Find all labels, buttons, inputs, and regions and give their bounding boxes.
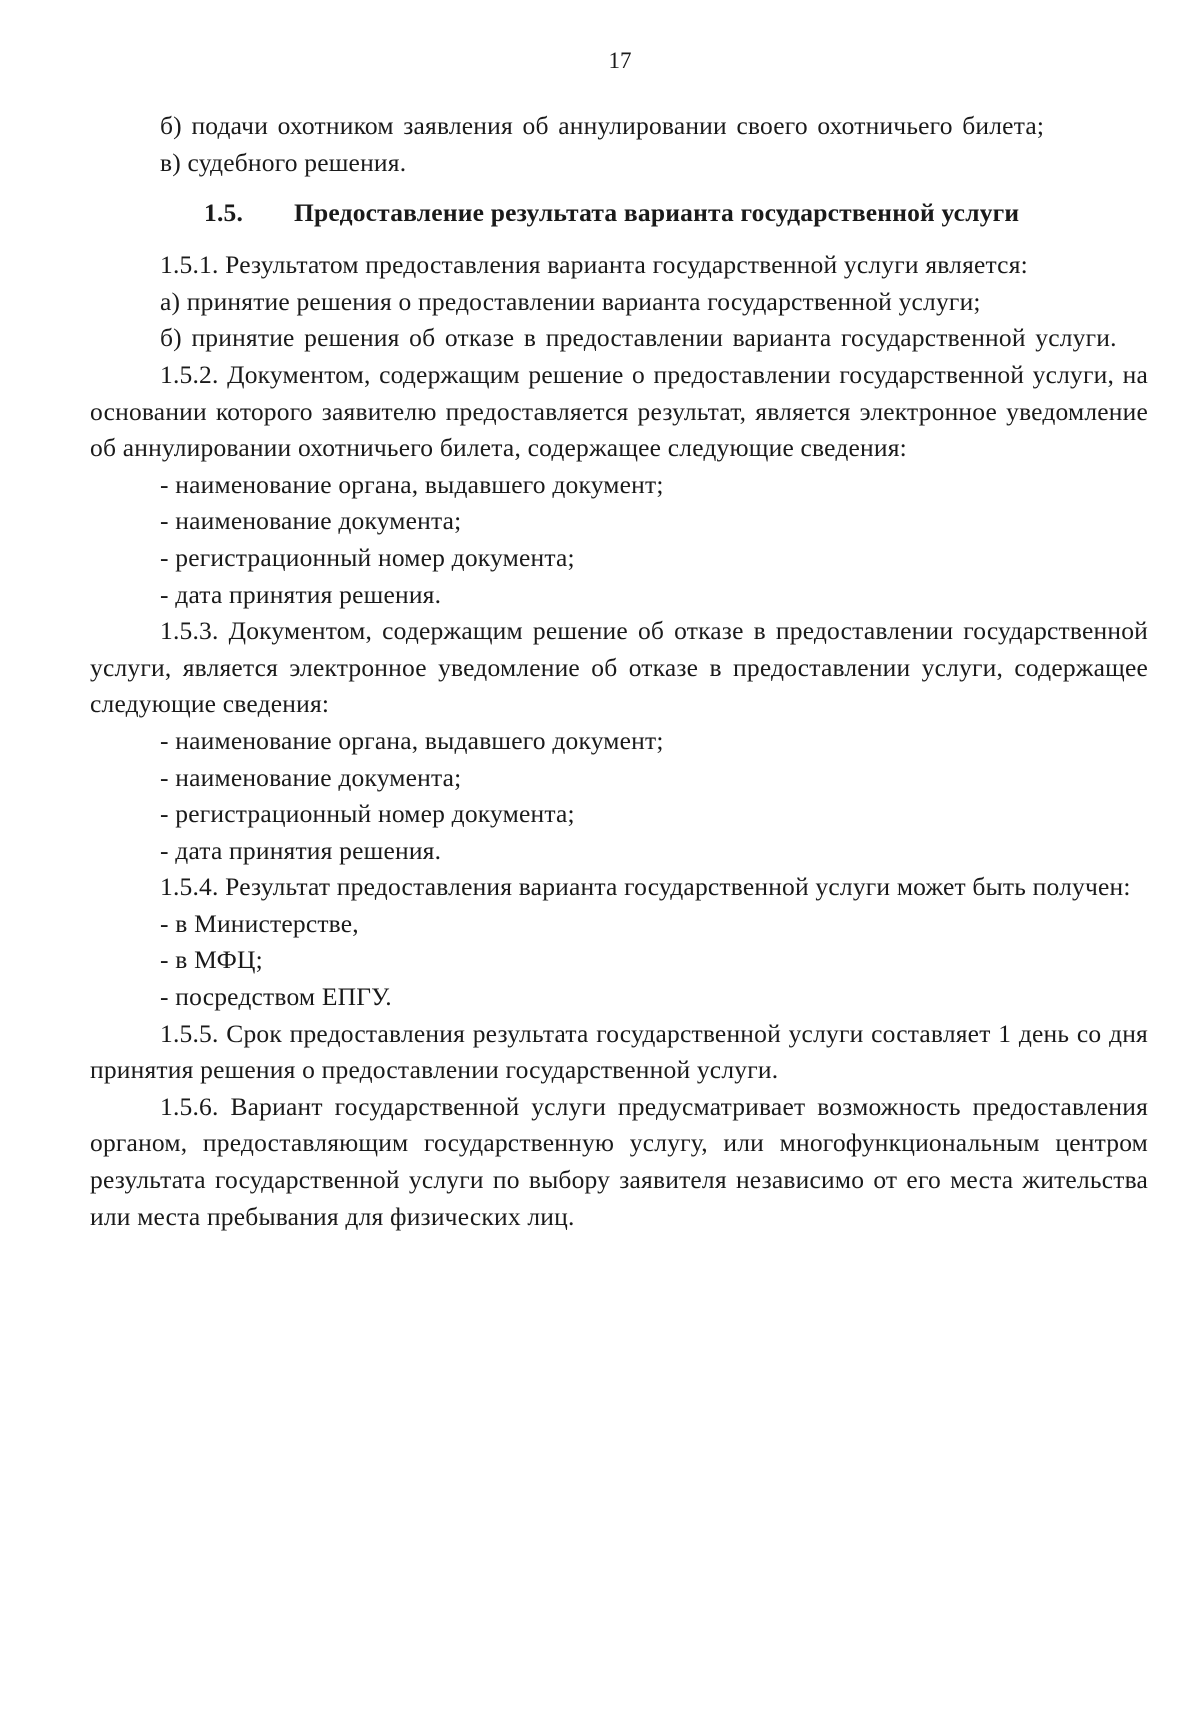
paragraph-1-5-1-b: б) принятие решения об отказе в предоставлении варианта государственной услуги. [160,323,1117,353]
paragraph-1-5-1: 1.5.1. Результатом предоставления варианта государственной услуги является: [160,250,1028,280]
list-item: - наименование органа, выдавшего документ; [160,469,664,499]
list-item: - наименование документа; [160,762,462,792]
section-heading-title: Предоставление результата варианта государственной услуги [294,198,1020,228]
list-item: - дата принятия решения. [160,835,442,865]
list-item: - наименование документа; [160,506,462,536]
paragraph-1-5-4: 1.5.4. Результат предоставления варианта государственной услуги может быть получен: [160,872,1131,902]
section-heading-number: 1.5. [204,198,244,228]
paragraph-v-court-decision: в) судебного решения. [160,147,407,177]
list-item: - в Министерстве, [160,908,359,938]
paragraph-1-5-3: 1.5.3. Документом, содержащим решение об отказе в предоставлении государственной услуги, является электронное уведомление об отказе в предоставлении услуги, содержащее следующие сведения: [90,616,1148,719]
paragraph-1-5-5: 1.5.5. Срок предоставления результата государственной услуги составляет 1 день со дня принятия решения о предоставлении государственной услуги. [90,1018,1148,1085]
paragraph-b-annulment-request: б) подачи охотником заявления об аннулировании своего охотничьего билета; [160,111,1045,140]
list-item: - дата принятия решения. [160,579,442,609]
list-item: - регистрационный номер документа; [160,799,575,829]
list-item: - регистрационный номер документа; [160,542,575,572]
paragraph-1-5-6: 1.5.6. Вариант государственной услуги предусматривает возможность предоставления органом, предоставляющим государственную услугу, или многофункциональным центром результата государственной услуги по выбору заявителя независимо от его места жительства или места пребывания для физических лиц. [90,1091,1148,1231]
list-item: - наименование органа, выдавшего документ; [160,725,664,755]
paragraph-1-5-1-a: а) принятие решения о предоставлении варианта государственной услуги; [160,286,981,316]
paragraph-1-5-2: 1.5.2. Документом, содержащим решение о предоставлении государственной услуги, на основании которого заявителю предоставляется результат, является электронное уведомление об аннулировании охотничьего билета, содержащее следующие сведения: [90,359,1148,463]
page-number: 17 [608,48,632,73]
list-item: - посредством ЕПГУ. [160,982,392,1012]
list-item: - в МФЦ; [160,945,263,975]
document-body [90,108,1148,1235]
section-heading [90,193,1148,233]
